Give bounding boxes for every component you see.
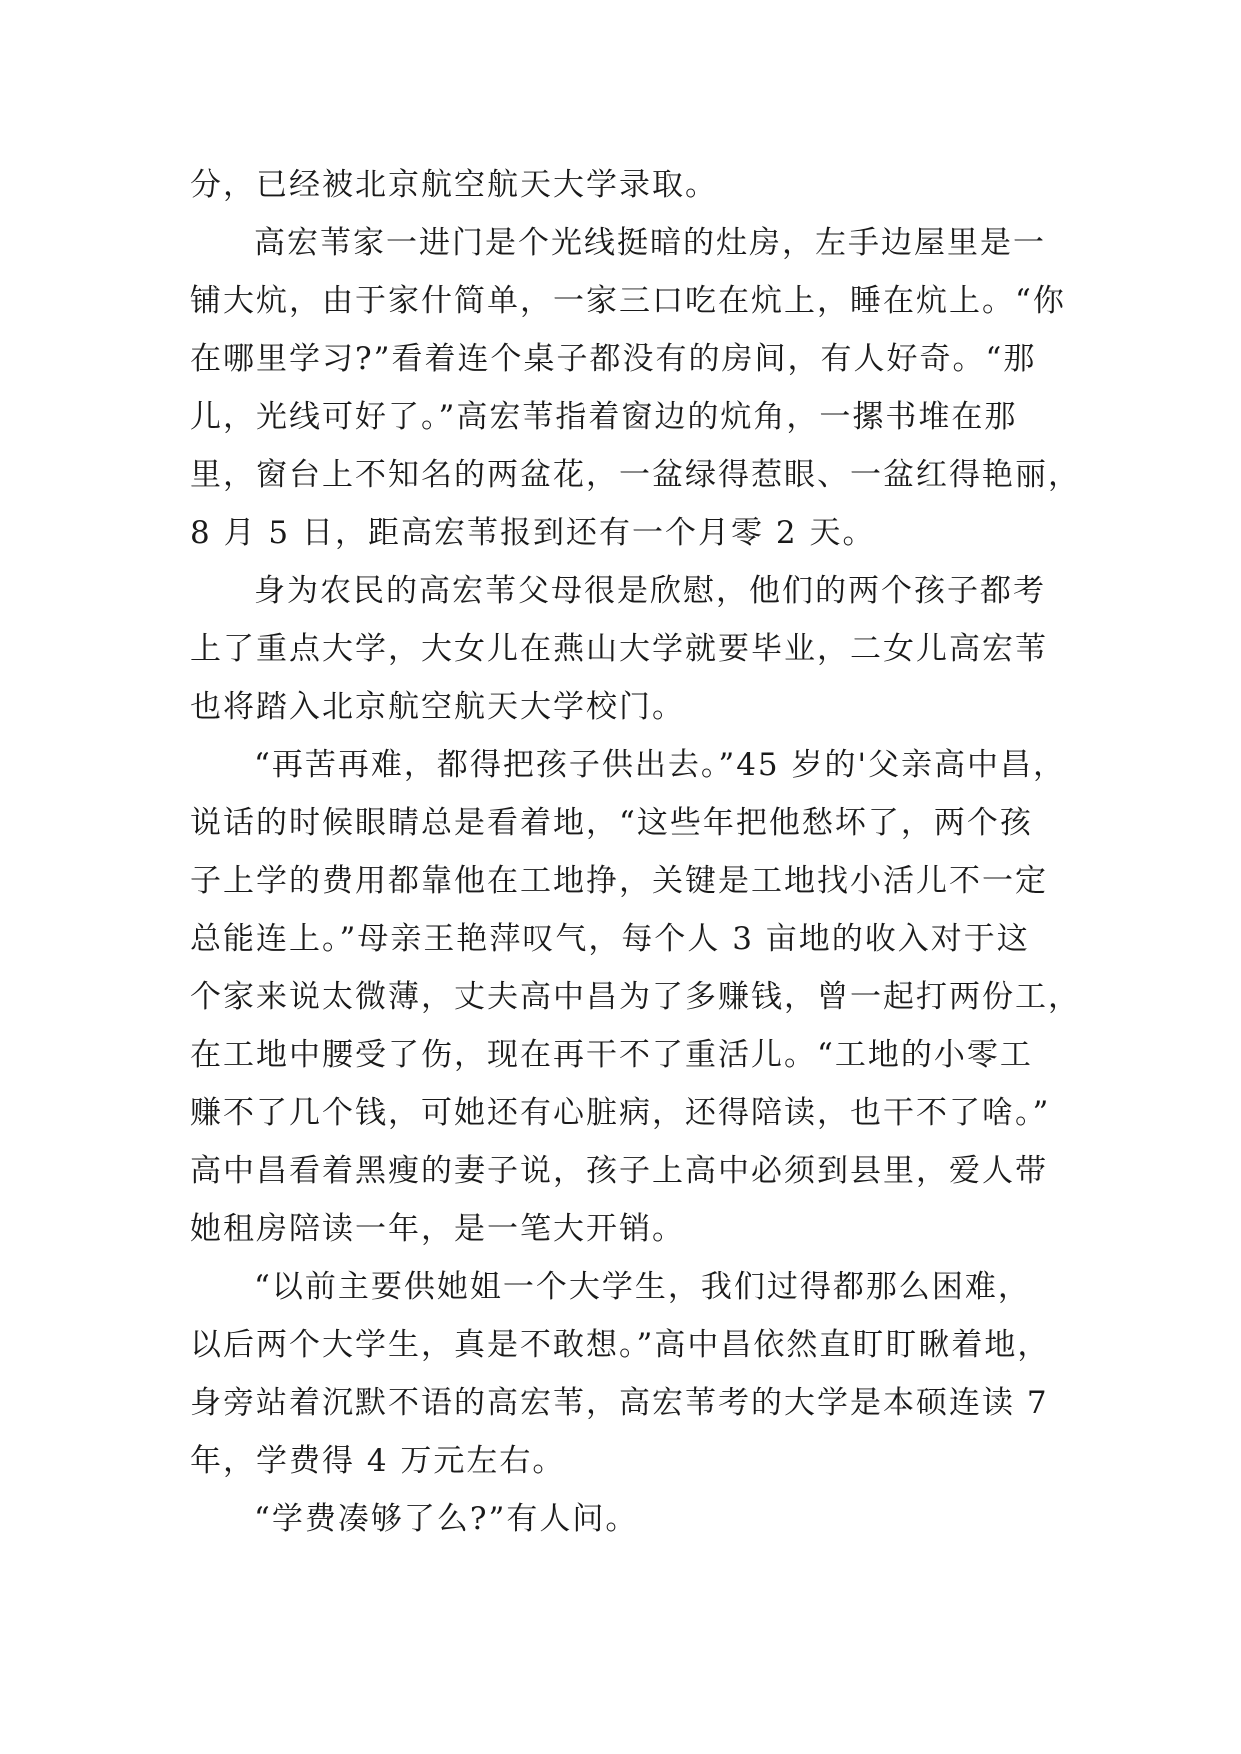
text-line: 分，已经被北京航空航天大学录取。 xyxy=(190,167,718,203)
paragraph-start-line: “再苦再难，都得把孩子供出去。”45 岁的'父亲高中昌， xyxy=(254,747,1067,783)
text-line: 8 月 5 日，距高宏苇报到还有一个月零 2 天。 xyxy=(190,515,876,551)
text-line: 在哪里学习?”看着连个桌子都没有的房间，有人好奇。“那 xyxy=(190,341,1037,377)
text-line: 也将踏入北京航空航天大学校门。 xyxy=(190,689,685,725)
text-line: 儿，光线可好了。”高宏苇指着窗边的炕角，一摞书堆在那 xyxy=(190,399,1018,435)
paragraph-start-line: 高宏苇家一进门是个光线挺暗的灶房，左手边屋里是一 xyxy=(254,225,1046,261)
text-line: 在工地中腰受了伤，现在再干不了重活儿。“工地的小零工 xyxy=(190,1037,1033,1073)
text-line: 以后两个大学生，真是不敢想。”高中昌依然直盯盯瞅着地， xyxy=(190,1327,1051,1363)
text-line: 上了重点大学，大女儿在燕山大学就要毕业，二女儿高宏苇 xyxy=(190,631,1048,667)
paragraph-start-line: “以前主要供她姐一个大学生，我们过得都那么困难， xyxy=(254,1269,1031,1305)
paragraph-start-line: 身为农民的高宏苇父母很是欣慰，他们的两个孩子都考 xyxy=(254,573,1046,609)
text-line: 总能连上。”母亲王艳萍叹气，每个人 3 亩地的收入对于这 xyxy=(190,921,1030,957)
text-line: 赚不了几个钱，可她还有心脏病，还得陪读，也干不了啥。” xyxy=(190,1095,1051,1131)
text-line: 她租房陪读一年，是一笔大开销。 xyxy=(190,1211,685,1247)
text-line: 年，学费得 4 万元左右。 xyxy=(190,1443,566,1479)
article-body xyxy=(190,156,1081,1548)
text-line: 子上学的费用都靠他在工地挣，关键是工地找小活儿不一定 xyxy=(190,863,1048,899)
text-line: 身旁站着沉默不语的高宏苇，高宏苇考的大学是本硕连读 7 xyxy=(190,1385,1049,1421)
text-line: 个家来说太微薄，丈夫高中昌为了多赚钱，曾一起打两份工， xyxy=(190,979,1081,1015)
text-line: 高中昌看着黑瘦的妻子说，孩子上高中必须到县里，爱人带 xyxy=(190,1153,1048,1189)
text-line: 铺大炕，由于家什简单，一家三口吃在炕上，睡在炕上。“你 xyxy=(190,283,1066,319)
text-line: 说话的时候眼睛总是看着地，“这些年把他愁坏了，两个孩 xyxy=(190,805,1033,841)
text-line: 里，窗台上不知名的两盆花，一盆绿得惹眼、一盆红得艳丽， xyxy=(190,457,1081,493)
paragraph-start-line: “学费凑够了么?”有人问。 xyxy=(254,1501,639,1537)
